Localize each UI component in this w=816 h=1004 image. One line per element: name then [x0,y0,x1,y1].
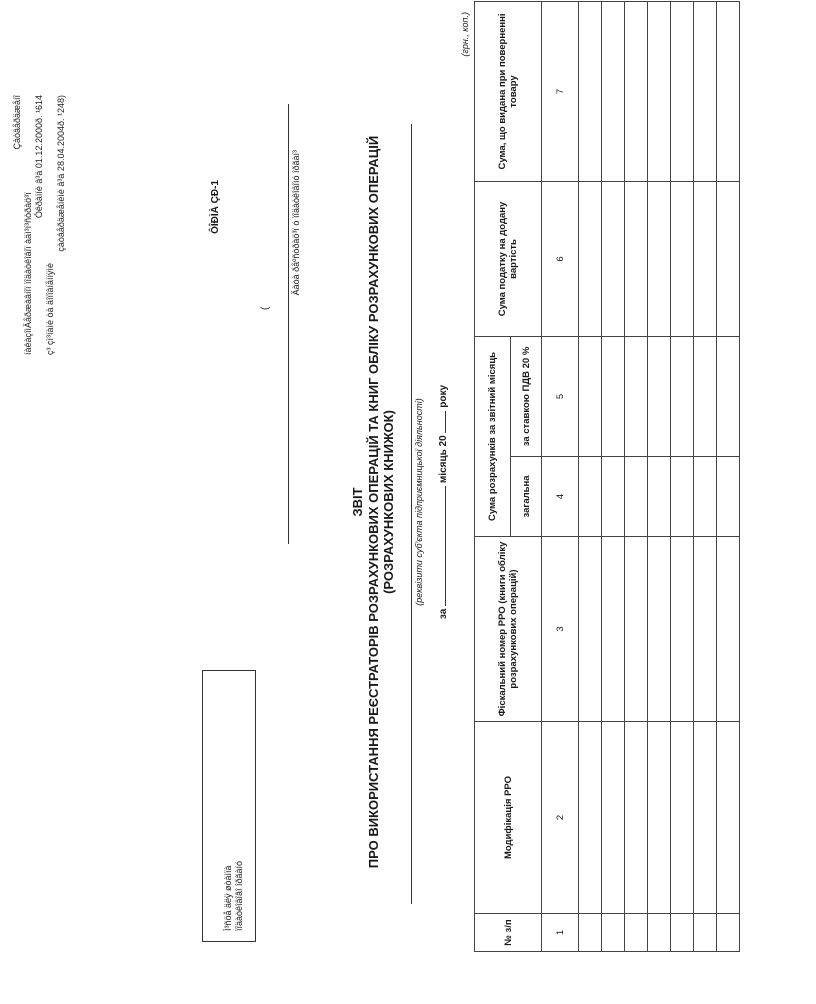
column-number: 6 [542,181,579,336]
table-cell [671,722,694,914]
header-modification: Модифікація РРО [475,722,542,914]
requisites-note: (реквізити суб'єкта підприємницької діяльності) [414,398,424,606]
table-cell [625,1,648,181]
column-number: 7 [542,1,579,181]
table-cell [694,722,717,914]
table-cell [602,181,625,336]
table-row [717,1,740,951]
column-number: 5 [542,336,579,456]
stamp-label-line-1: Ì³ñöå äëÿ øòàìïà [223,865,233,931]
table-cell [625,537,648,722]
table-cell [579,457,602,537]
table-cell [694,537,717,722]
period-year-label: року [438,384,449,408]
table-cell [694,457,717,537]
table-cell [625,722,648,914]
table-cell [579,336,602,456]
report-subtitle-2: (РОЗРАХУНКОВИХ КНИЖОК) [381,410,396,594]
table-cell [671,336,694,456]
table-cell [671,181,694,336]
receipt-bracket: ( [260,306,271,310]
table-cell [602,336,625,456]
column-number: 3 [542,537,579,722]
header-returned: Сума, що видана при поверненні товару [475,1,542,181]
approval-line-1: íàêàçîìÄåðæàâíîї ïîäàòêîâîї àäì³í³ñòðàö³ї [23,192,33,355]
table-row [602,1,625,951]
table-cell [625,914,648,952]
approval-line-4: çàòâåðäæåíèìè â³ä 28.04.2004ð. ¹248) [56,95,66,252]
table-cell [602,457,625,537]
table-cell [579,181,602,336]
table-cell [671,914,694,952]
approval-line-2: Óêðàїíè â³ä 01.12.2000ð. ¹614 [34,95,44,219]
approval-block [12,95,67,355]
period-prefix: за [438,608,449,620]
receipt-date-label: Äàòà ðåºñòðàö³ї ó ïîäàòêîâîìó îðãàí³ [291,150,301,296]
stamp-label-line-2: ïîäàòêîâîãî îðãàíó [234,860,244,931]
table-cell [717,914,740,952]
table-cell [648,457,671,537]
month-blank [436,486,446,606]
table-row [579,1,602,951]
table-row [648,1,671,951]
requisites-line [411,124,412,904]
table-cell [648,181,671,336]
table-cell [648,336,671,456]
table-cell [625,457,648,537]
table-row [671,1,694,951]
header-num: № з/п [475,914,542,952]
table-cell [648,1,671,181]
table-body [542,1,740,951]
table-cell [694,1,717,181]
form-code: ÔÎÐÌÀ ÇÐ-1 [210,180,221,234]
stamp-label [223,861,245,931]
table-cell [671,537,694,722]
header-total: загальна [511,457,542,537]
table-cell [717,1,740,181]
table-cell [648,537,671,722]
stamp-box [202,670,256,942]
header-fiscal-number: Фіскальний номер РРО (книги обліку розрахункових операцій) [475,537,542,722]
header-settlement-group: Сума розрахунків за звітний місяць [475,336,511,536]
table-cell [602,722,625,914]
report-subtitle: ПРО ВИКОРИСТАННЯ РЕЄСТРАТОРІВ РОЗРАХУНКОВИХ ОПЕРАЦІЙ ТА КНИГ ОБЛІКУ РОЗРАХУНКОВИХ ОПЕРАЦІЙ [366,135,381,869]
table-row [694,1,717,951]
column-number: 1 [542,914,579,952]
receipt-date-line [288,104,289,544]
period-month-label: місяць 20 [438,435,449,484]
column-number-row [542,1,579,951]
table-cell [579,914,602,952]
currency-note: (грн., коп.) [460,12,470,57]
year-blank [436,411,446,433]
header-vat20: за ставкою ПДВ 20 % [511,336,542,456]
approved-label: Çàòâåðäæåíî [12,95,22,150]
approval-line-3: ç³ çì³íàìè òà äîïîâíåííÿìè [45,262,55,355]
table-cell [671,1,694,181]
table-cell [717,457,740,537]
table-cell [602,537,625,722]
table-cell [579,537,602,722]
table-cell [717,181,740,336]
report-table [474,1,740,952]
table-cell [648,722,671,914]
table-cell [625,181,648,336]
table-cell [717,722,740,914]
column-number: 2 [542,722,579,914]
table-cell [625,336,648,456]
header-vat-amount: Сума податку на додану вартість [475,181,542,336]
table-cell [694,181,717,336]
table-cell [648,914,671,952]
table-cell [602,914,625,952]
table-cell [717,537,740,722]
period-row [436,0,449,1004]
table-cell [694,914,717,952]
column-number: 4 [542,457,579,537]
table-cell [602,1,625,181]
table-row [625,1,648,951]
table-cell [579,722,602,914]
table-cell [671,457,694,537]
table-cell [694,336,717,456]
table-cell [579,1,602,181]
table-cell [717,336,740,456]
report-title: ЗВІТ [350,487,365,517]
